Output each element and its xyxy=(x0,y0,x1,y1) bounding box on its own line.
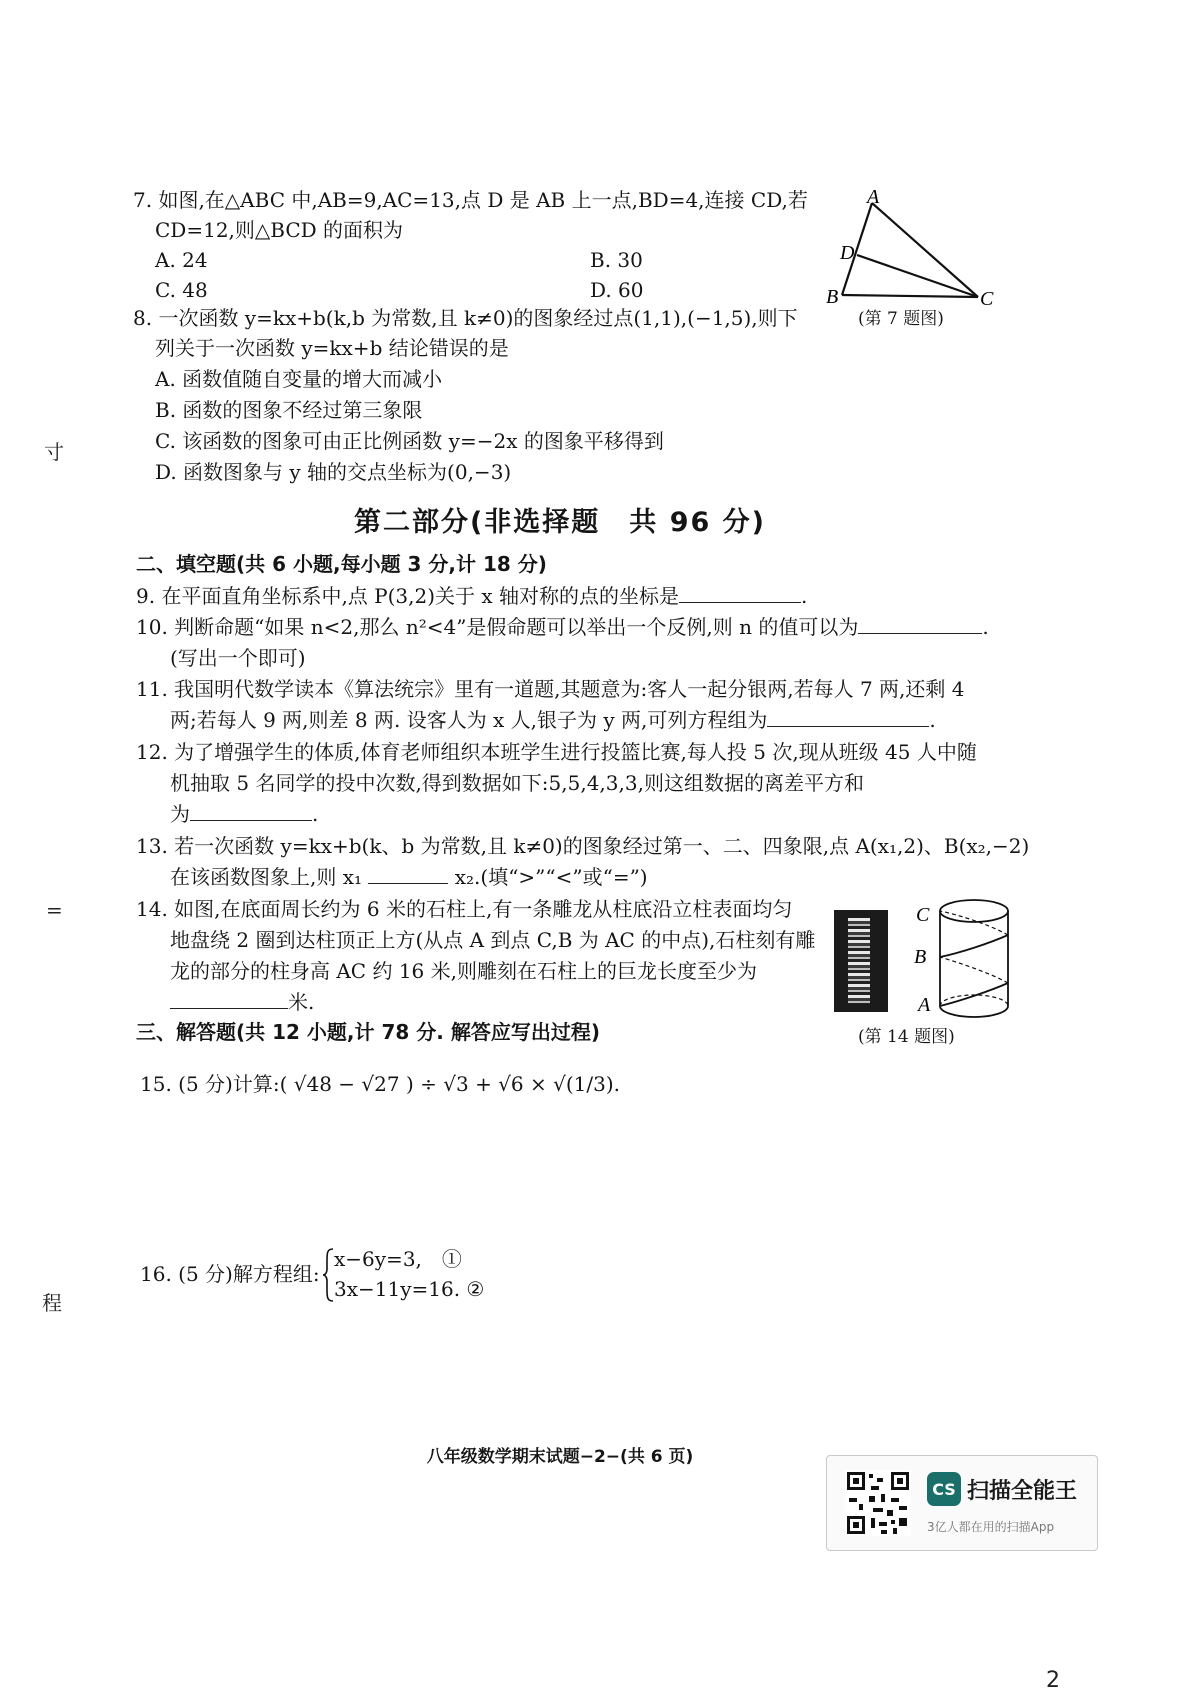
margin-mark-3: 程 xyxy=(42,1291,62,1315)
q10-line2: (写出一个即可) xyxy=(170,646,306,670)
logo-text: CS xyxy=(932,1479,956,1499)
q9-line: 9. 在平面直角坐标系中,点 P(3,2)关于 x 轴对称的点的坐标是 . xyxy=(136,580,807,613)
q16-prefix: 16. (5 分)解方程组: xyxy=(140,1262,320,1286)
q9-text: 9. 在平面直角坐标系中,点 P(3,2)关于 x 轴对称的点的坐标是 xyxy=(136,584,680,608)
fig14-label-b: B xyxy=(914,946,927,968)
q10-line1: 10. 判断命题“如果 n<2,那么 n²<4”是假命题可以举出一个反例,则 n 的值可以为 . xyxy=(136,611,989,644)
margin-mark-1: 寸 xyxy=(44,440,64,464)
q12-line1: 12. 为了增强学生的体质,体育老师组织本班学生进行投篮比赛,每人投 5 次,现从班级 45 人中随 xyxy=(136,740,977,764)
q8-option-c: C. 该函数的图象可由正比例函数 y=−2x 的图象平移得到 xyxy=(155,429,664,453)
q14-answer-blank[interactable] xyxy=(170,986,288,1009)
camscanner-logo-icon xyxy=(927,1472,961,1506)
part2-title: 第二部分(非选择题 共 96 分) xyxy=(353,507,767,538)
q8-stem-line1: 8. 一次函数 y=kx+b(k,b 为常数,且 k≠0)的图象经过点(1,1),(−1,5),则下 xyxy=(133,306,798,330)
q15-line: 15. (5 分)计算:( √48 − √27 ) ÷ √3 + √6 × √(1/3). xyxy=(140,1072,621,1096)
page-number: 2 xyxy=(1046,1668,1060,1693)
q7-stem-line1: 7. 如图,在△ABC 中,AB=9,AC=13,点 D 是 AB 上一点,BD=4,连接 CD,若 xyxy=(133,188,808,212)
q13-text-b: x₂.(填“>”“<”或“=”) xyxy=(454,865,648,889)
q9-answer-blank[interactable] xyxy=(679,580,801,603)
page-footer: 八年级数学期末试题−2−(共 6 页) xyxy=(426,1447,694,1467)
q11-line2: 两;若每人 9 两,则差 8 两. 设客人为 x 人,银子为 y 两,可列方程组为 . xyxy=(170,704,936,737)
fig14-label-a: A xyxy=(918,994,931,1016)
scanner-watermark xyxy=(826,1455,1098,1551)
q10-text: 10. 判断命题“如果 n<2,那么 n²<4”是假命题可以举出一个反例,则 n 的值可以为 xyxy=(136,615,859,639)
q11-answer-blank[interactable] xyxy=(767,704,929,727)
fig7-label-d: D xyxy=(840,242,855,264)
fig7-label-a: A xyxy=(867,186,880,208)
q14-text-end: 米. xyxy=(288,990,315,1014)
q11-text: 两;若每人 9 两,则差 8 两. 设客人为 x 人,银子为 y 两,可列方程组为 xyxy=(170,708,768,732)
q16-equation-2: 3x−11y=16. ② xyxy=(334,1277,485,1301)
margin-mark-2: = xyxy=(46,898,63,922)
q13-text-a: 在该函数图象上,则 x₁ xyxy=(170,865,363,889)
section2-title: 二、填空题(共 6 小题,每小题 3 分,计 18 分) xyxy=(136,552,547,576)
fig7-label-b: B xyxy=(826,286,839,308)
q12-line2: 机抽取 5 名同学的投中次数,得到数据如下:5,5,4,3,3,则这组数据的离差平方和 xyxy=(170,771,864,795)
q12-answer-blank[interactable] xyxy=(190,798,312,821)
q14-line4 xyxy=(170,986,314,1019)
segment-ac xyxy=(872,203,978,297)
scanner-brand: 扫描全能王 xyxy=(967,1479,1078,1504)
q10-answer-blank[interactable] xyxy=(858,611,982,634)
figure-14-pillar-photo xyxy=(834,910,888,1012)
fig14-label-c: C xyxy=(916,904,930,926)
fig7-label-c: C xyxy=(980,288,994,310)
q14-line1: 14. 如图,在底面周长约为 6 米的石柱上,有一条雕龙从柱底沿立柱表面均匀 xyxy=(136,897,793,921)
section3-title: 三、解答题(共 12 小题,计 78 分. 解答应写出过程) xyxy=(136,1020,600,1044)
figure-7-caption: (第 7 题图) xyxy=(858,309,944,329)
figure-14-cylinder xyxy=(910,893,1015,1025)
q8-option-b: B. 函数的图象不经过第三象限 xyxy=(155,398,423,422)
q7-option-a: A. 24 xyxy=(155,248,208,272)
q7-stem-line2: CD=12,则△BCD 的面积为 xyxy=(155,218,404,242)
q7-option-c: C. 48 xyxy=(155,278,208,302)
q7-option-b: B. 30 xyxy=(590,248,643,272)
q14-line2: 地盘绕 2 圈到达柱顶正上方(从点 A 到点 C,B 为 AC 的中点),石柱刻有雕 xyxy=(170,928,816,952)
q7-option-d: D. 60 xyxy=(590,278,644,302)
qr-code-icon xyxy=(845,1470,911,1536)
q8-option-d: D. 函数图象与 y 轴的交点坐标为(0,−3) xyxy=(155,460,512,484)
scanner-tagline: 3亿人都在用的扫描App xyxy=(927,1520,1055,1534)
q14-line3: 龙的部分的柱身高 AC 约 16 米,则雕刻在石柱上的巨龙长度至少为 xyxy=(170,959,757,983)
q16-equation-1: x−6y=3, ① xyxy=(334,1247,462,1271)
q8-stem-line2: 列关于一次函数 y=kx+b 结论错误的是 xyxy=(155,336,509,360)
segment-cd xyxy=(857,255,978,297)
q16-brace xyxy=(321,1247,335,1303)
q12-text: 为 xyxy=(170,802,190,826)
figure-14-caption: (第 14 题图) xyxy=(858,1027,955,1047)
q13-line1: 13. 若一次函数 y=kx+b(k、b 为常数,且 k≠0)的图象经过第一、二、四象限,点 A(x₁,2)、B(x₂,−2) xyxy=(136,834,1030,858)
segment-bc xyxy=(842,295,978,297)
q13-line2 xyxy=(170,861,648,894)
q13-answer-blank[interactable] xyxy=(368,861,448,884)
q8-option-a: A. 函数值随自变量的增大而减小 xyxy=(155,367,443,391)
pillar-carving-texture xyxy=(848,918,870,1004)
q12-line3: 为 . xyxy=(170,798,318,831)
q11-line1: 11. 我国明代数学读本《算法统宗》里有一道题,其题意为:客人一起分银两,若每人 7 两,还剩 4 xyxy=(136,677,965,701)
